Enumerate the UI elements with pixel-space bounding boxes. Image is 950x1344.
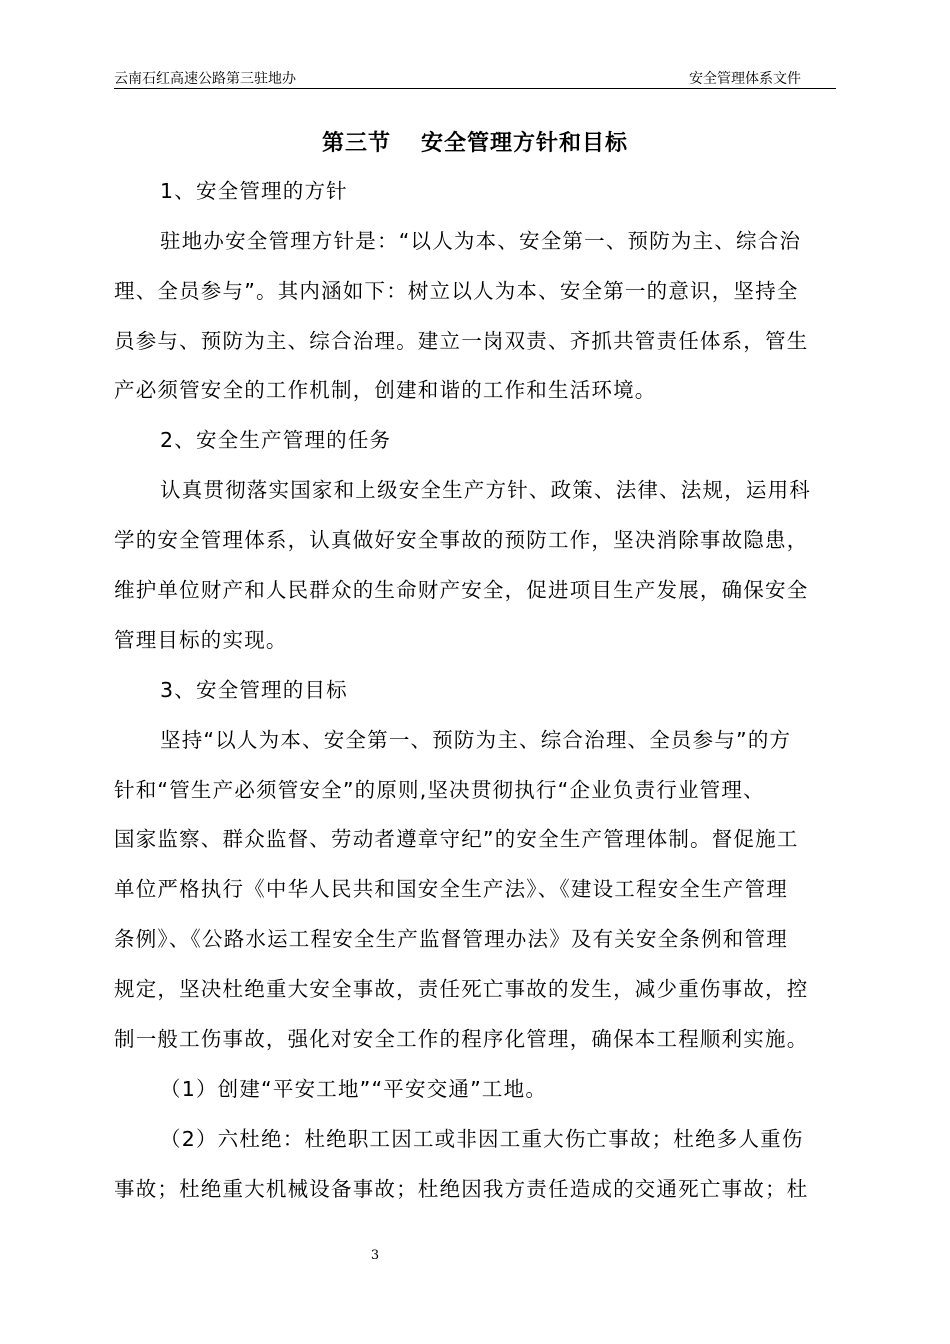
- header-doc-type: 安全管理体系文件: [689, 71, 801, 87]
- paragraph-line: 认真贯彻落实国家和上级安全生产方针、政策、法律、法规，运用科: [160, 478, 811, 502]
- paragraph-line: 管理目标的实现。: [114, 628, 288, 652]
- section-title-text: 安全管理方针和目标: [421, 131, 629, 156]
- heading-policy: 1、安全管理的方针: [160, 179, 348, 203]
- paragraph-line: 事故；杜绝重大机械设备事故；杜绝因我方责任造成的交通死亡事故；杜: [114, 1177, 809, 1201]
- paragraph-line: 规定，坚决杜绝重大安全事故，责任死亡事故的发生，减少重伤事故，控: [114, 977, 809, 1001]
- paragraph-line: 针和“管生产必须管安全”的原则,坚决贯彻执行“企业负责行业管理、: [114, 778, 765, 802]
- list-item: （1）创建“平安工地”“平安交通”工地。: [160, 1077, 548, 1101]
- heading-task: 2、安全生产管理的任务: [160, 428, 392, 452]
- paragraph-line: 单位严格执行《中华人民共和国安全生产法》、《建设工程安全生产管理: [114, 877, 788, 901]
- page-header: [114, 66, 836, 89]
- page-number: 3: [370, 1248, 380, 1263]
- heading-goal: 3、安全管理的目标: [160, 678, 348, 702]
- paragraph-line: 学的安全管理体系，认真做好安全事故的预防工作，坚决消除事故隐患，: [114, 528, 809, 552]
- paragraph-line: 理、全员参与”。其内涵如下：树立以人为本、安全第一的意识，坚持全: [114, 279, 799, 303]
- paragraph-line: 制一般工伤事故，强化对安全工作的程序化管理，确保本工程顺利实施。: [114, 1027, 809, 1051]
- paragraph-line: 维护单位财产和人民群众的生命财产安全，促进项目生产发展，确保安全: [114, 578, 809, 602]
- section-number: 第三节: [321, 131, 391, 156]
- paragraph-line: 坚持“以人为本、安全第一、预防为主、综合治理、全员参与”的方: [160, 728, 792, 752]
- paragraph-line: 国家监察、群众监督、劳动者遵章守纪”的安全生产管理体制。督促施工: [114, 827, 799, 851]
- list-item: （2）六杜绝：杜绝职工因工或非因工重大伤亡事故；杜绝多人重伤: [160, 1127, 804, 1151]
- header-org-name: 云南石红高速公路第三驻地办: [114, 71, 296, 87]
- section-title: [0, 126, 950, 157]
- paragraph-line: 员参与、预防为主、综合治理。建立一岗双责、齐抓共管责任体系，管生: [114, 329, 809, 353]
- paragraph-line: 驻地办安全管理方针是：“以人为本、安全第一、预防为主、综合治: [160, 229, 802, 253]
- paragraph-line: 条例》、《公路水运工程安全生产监督管理办法》及有关安全条例和管理: [114, 927, 788, 951]
- paragraph-line: 产必须管安全的工作机制，创建和谐的工作和生活环境。: [114, 378, 657, 402]
